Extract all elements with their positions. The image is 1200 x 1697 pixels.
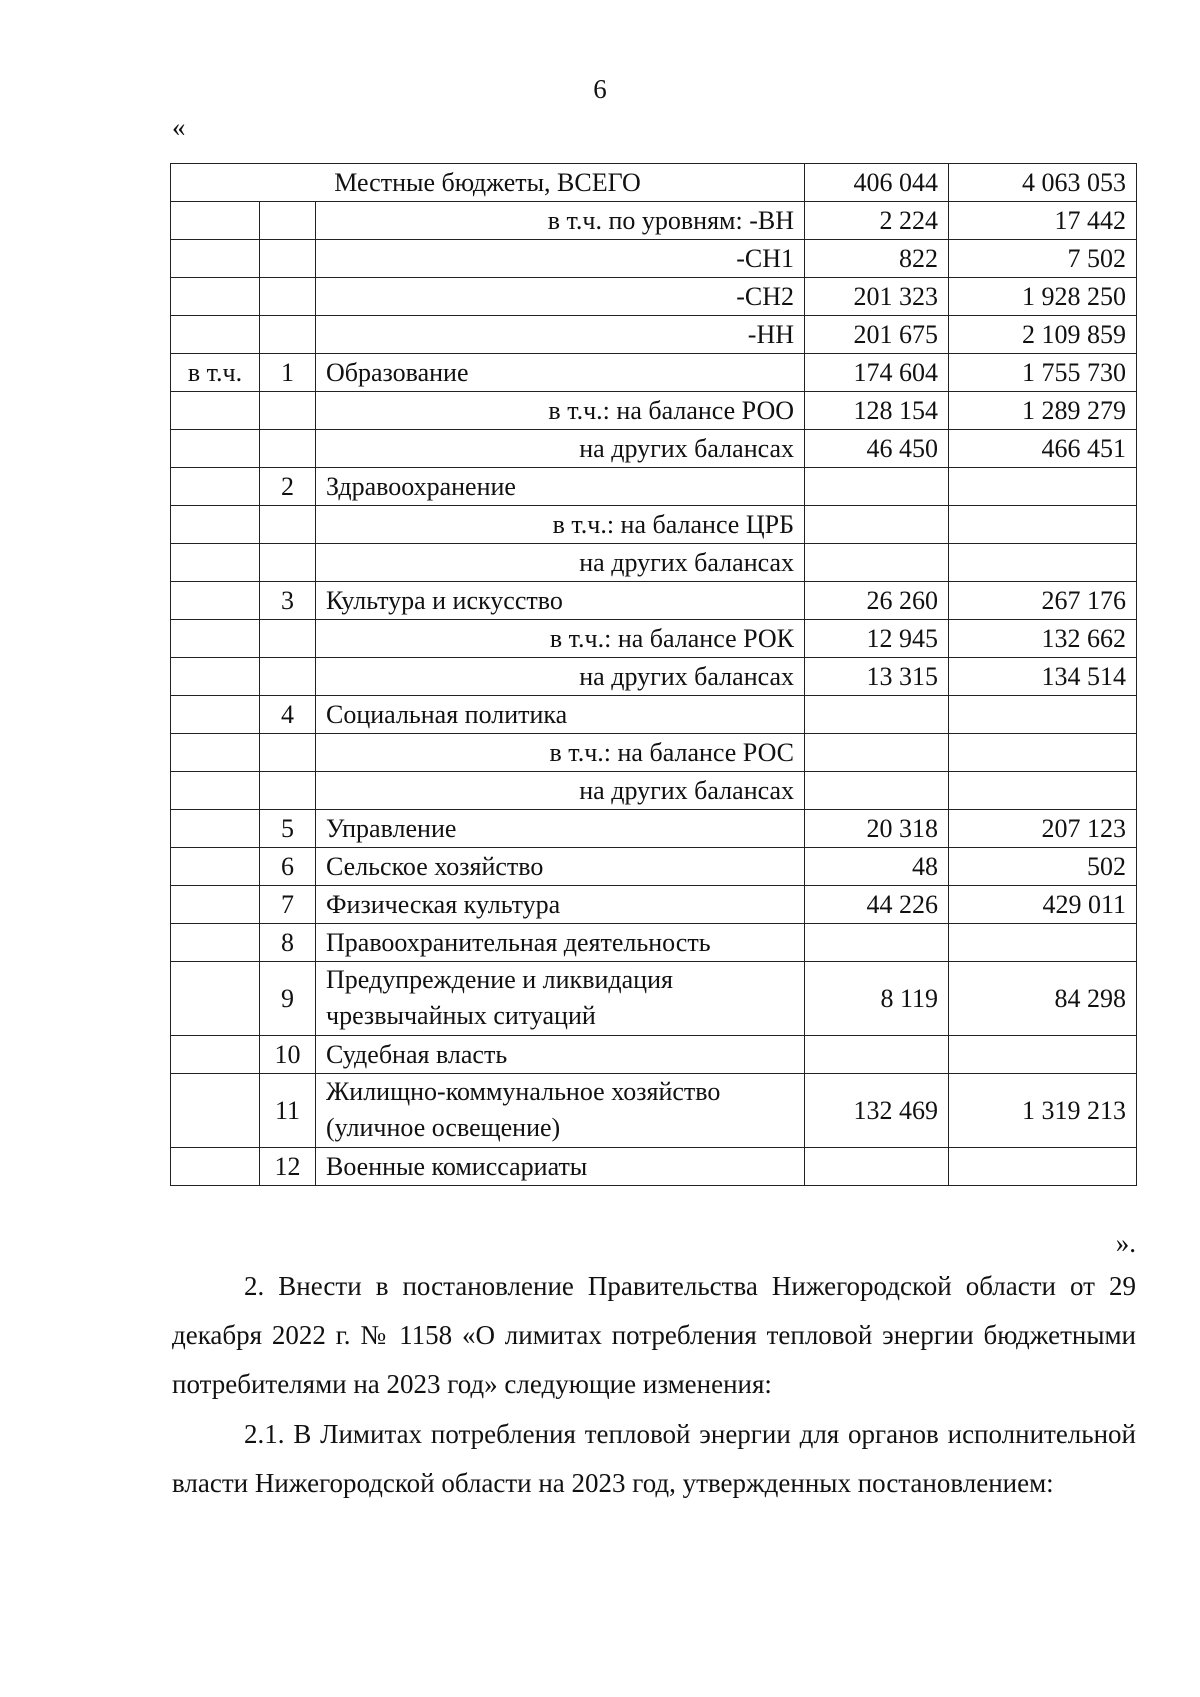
budget-limits-table	[170, 163, 1137, 1186]
table-row	[171, 658, 1137, 696]
row-value-2: 1 755 730	[949, 354, 1137, 392]
level-label: -СН1	[316, 240, 805, 278]
table-row-level	[171, 316, 1137, 354]
row-label: в т.ч.: на балансе ЦРБ	[316, 506, 805, 544]
row-value-2	[949, 1148, 1137, 1186]
row-value-2: 502	[949, 848, 1137, 886]
row-value-2	[949, 924, 1137, 962]
row-number: 7	[260, 886, 316, 924]
row-label: Культура и искусство	[316, 582, 805, 620]
row-value-2	[949, 1036, 1137, 1074]
row-number: 8	[260, 924, 316, 962]
row-value-2: 207 123	[949, 810, 1137, 848]
row-number: 10	[260, 1036, 316, 1074]
row-value-2	[949, 772, 1137, 810]
row-value-1: 12 945	[805, 620, 949, 658]
vtch-label: в т.ч.	[171, 354, 260, 392]
row-value-1	[805, 696, 949, 734]
row-value-2: 132 662	[949, 620, 1137, 658]
row-label: Здравоохранение	[316, 468, 805, 506]
row-value-1: 8 119	[805, 962, 949, 1036]
table-row	[171, 886, 1137, 924]
page-number: 6	[593, 74, 607, 104]
table-row	[171, 354, 1137, 392]
row-value-1: 128 154	[805, 392, 949, 430]
row-value-2: 84 298	[949, 962, 1137, 1036]
level-value-2: 1 928 250	[949, 278, 1137, 316]
row-value-1	[805, 1148, 949, 1186]
row-label: Военные комиссариаты	[316, 1148, 805, 1186]
row-label: Правоохранительная деятельность	[316, 924, 805, 962]
row-label: Сельское хозяйство	[316, 848, 805, 886]
opening-quote: «	[172, 112, 186, 142]
row-value-1	[805, 772, 949, 810]
row-number: 2	[260, 468, 316, 506]
row-number: 1	[260, 354, 316, 392]
row-value-2: 429 011	[949, 886, 1137, 924]
paragraph-2	[172, 1262, 1136, 1409]
table-row	[171, 1036, 1137, 1074]
paragraph-2-1-text: 2.1. В Лимитах потребления тепловой энергии для органов исполнительной власти Нижегородской области на 2023 год, утвержденных постановлением:	[172, 1419, 1136, 1498]
row-label: на других балансах	[316, 430, 805, 468]
total-value-2: 4 063 053	[949, 164, 1137, 202]
row-value-1	[805, 734, 949, 772]
table-row	[171, 810, 1137, 848]
row-value-1: 132 469	[805, 1074, 949, 1148]
row-value-1	[805, 544, 949, 582]
row-label: в т.ч.: на балансе РОО	[316, 392, 805, 430]
row-label: на других балансах	[316, 544, 805, 582]
row-value-1	[805, 468, 949, 506]
row-label: Судебная власть	[316, 1036, 805, 1074]
table-row	[171, 620, 1137, 658]
level-label: в т.ч. по уровням: -ВН	[316, 202, 805, 240]
row-label: в т.ч.: на балансе РОС	[316, 734, 805, 772]
table-row-level	[171, 240, 1137, 278]
row-number: 11	[260, 1074, 316, 1148]
row-label: Предупреждение и ликвидация чрезвычайных ситуаций	[316, 962, 805, 1036]
row-value-1	[805, 924, 949, 962]
row-value-2: 134 514	[949, 658, 1137, 696]
paragraph-2-1	[172, 1410, 1136, 1508]
table-row	[171, 962, 1137, 1036]
row-label: в т.ч.: на балансе РОК	[316, 620, 805, 658]
table-row	[171, 582, 1137, 620]
row-label: Физическая культура	[316, 886, 805, 924]
row-value-2	[949, 468, 1137, 506]
row-label: Управление	[316, 810, 805, 848]
row-number: 5	[260, 810, 316, 848]
level-value-2: 7 502	[949, 240, 1137, 278]
row-value-1: 174 604	[805, 354, 949, 392]
table-row	[171, 1148, 1137, 1186]
level-label: -СН2	[316, 278, 805, 316]
total-label: Местные бюджеты, ВСЕГО	[171, 164, 805, 202]
table-row	[171, 430, 1137, 468]
paragraph-2-text: 2. Внести в постановление Правительства Нижегородской области от 29 декабря 2022 г. № 1158 «О лимитах потребления тепловой энергии бюджетными потребителями на 2023 год» следующие изменения:	[172, 1271, 1136, 1399]
row-label: Социальная политика	[316, 696, 805, 734]
row-number: 3	[260, 582, 316, 620]
table-row	[171, 544, 1137, 582]
level-label: -НН	[316, 316, 805, 354]
table-row	[171, 392, 1137, 430]
table-row	[171, 848, 1137, 886]
row-number: 9	[260, 962, 316, 1036]
row-value-1	[805, 1036, 949, 1074]
row-value-2	[949, 734, 1137, 772]
table-row	[171, 734, 1137, 772]
level-value-1: 201 323	[805, 278, 949, 316]
closing-quote: ».	[1115, 1228, 1136, 1258]
table-row	[171, 468, 1137, 506]
total-value-1: 406 044	[805, 164, 949, 202]
table-row	[171, 1074, 1137, 1148]
row-value-2	[949, 544, 1137, 582]
table-row	[171, 506, 1137, 544]
level-value-1: 2 224	[805, 202, 949, 240]
row-value-1: 46 450	[805, 430, 949, 468]
row-label: на других балансах	[316, 658, 805, 696]
row-label: на других балансах	[316, 772, 805, 810]
table-row-level	[171, 278, 1137, 316]
level-value-1: 201 675	[805, 316, 949, 354]
row-value-1: 44 226	[805, 886, 949, 924]
row-value-2: 1 289 279	[949, 392, 1137, 430]
row-value-2	[949, 696, 1137, 734]
row-value-1: 13 315	[805, 658, 949, 696]
level-value-1: 822	[805, 240, 949, 278]
row-value-1: 20 318	[805, 810, 949, 848]
row-number: 12	[260, 1148, 316, 1186]
level-value-2: 2 109 859	[949, 316, 1137, 354]
level-value-2: 17 442	[949, 202, 1137, 240]
row-value-1	[805, 506, 949, 544]
row-number: 6	[260, 848, 316, 886]
table-row-level	[171, 202, 1137, 240]
row-label: Образование	[316, 354, 805, 392]
row-value-2: 1 319 213	[949, 1074, 1137, 1148]
table-row	[171, 772, 1137, 810]
row-value-2: 267 176	[949, 582, 1137, 620]
table-row	[171, 924, 1137, 962]
table-row-total	[171, 164, 1137, 202]
row-value-2: 466 451	[949, 430, 1137, 468]
row-value-1: 48	[805, 848, 949, 886]
row-number: 4	[260, 696, 316, 734]
row-value-1: 26 260	[805, 582, 949, 620]
row-label: Жилищно-коммунальное хозяйство (уличное освещение)	[316, 1074, 805, 1148]
table-row	[171, 696, 1137, 734]
row-value-2	[949, 506, 1137, 544]
